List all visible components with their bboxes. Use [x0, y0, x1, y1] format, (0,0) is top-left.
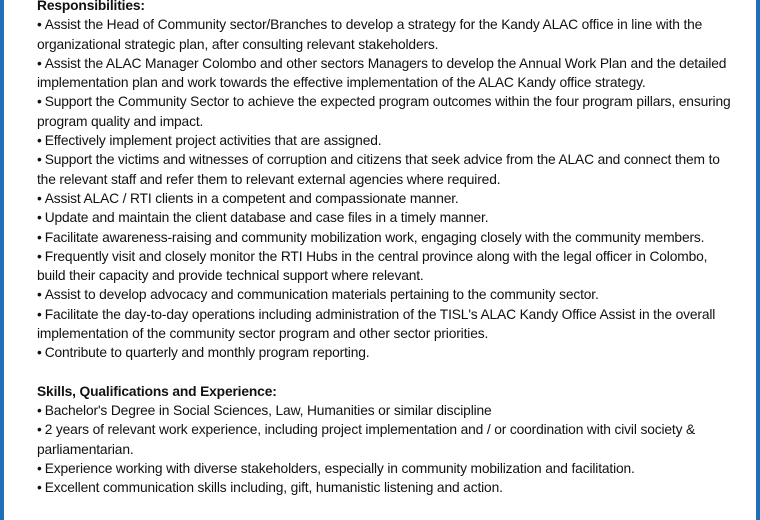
responsibilities-heading: Responsibilities:: [37, 0, 145, 13]
responsibility-item: [37, 189, 737, 208]
responsibilities-list: [37, 15, 737, 362]
skill-item-text: Experience working with diverse stakeholders, especially in community mobilization and facilitation.: [44, 460, 635, 476]
bullet-icon: •: [37, 190, 42, 206]
skill-item: [37, 459, 737, 478]
responsibility-item-text: Assist ALAC / RTI clients in a competent and compassionate manner.: [44, 190, 459, 206]
responsibility-item-text: Effectively implement project activities that are assigned.: [44, 133, 382, 149]
responsibility-item-text: Assist the ALAC Manager Colombo and other sectors Managers to develop the Annual Work Plan and the detailed implementation plan and work towards the effective implementation of the ALAC Kandy office strategy.: [37, 55, 727, 91]
responsibility-item-text: Support the Community Sector to achieve the expected program outcomes within the four program pillars, ensuring program quality and impact.: [37, 94, 731, 129]
bullet-icon: •: [37, 402, 42, 418]
skills-heading: Skills, Qualifications and Experience:: [37, 383, 277, 399]
responsibility-item-text: Support the victims and witnesses of corruption and citizens that seek advice from the ALAC and connect them to the relevant staff and refer them to relevant external agencies where required.: [37, 152, 720, 187]
skill-item-text: Bachelor's Degree in Social Sciences, Law, Humanities or similar discipline: [44, 402, 492, 418]
responsibility-item: [37, 228, 737, 247]
skills-list: [37, 401, 737, 497]
responsibility-item-text: Assist the Head of Community sector/Branches to develop a strategy for the Kandy ALAC office in line with the organizational strategic plan, after consulting relevant stakeholders.: [37, 17, 703, 52]
responsibility-item: [37, 285, 737, 304]
bullet-icon: •: [37, 152, 42, 168]
bullet-icon: •: [37, 422, 42, 438]
responsibility-item-text: Facilitate the day-to-day operations including administration of the TISL's ALAC Kandy Office Assist in the overall implementation of the community sector program and other sector priorities.: [37, 306, 716, 342]
responsibility-item-text: Assist to develop advocacy and communication materials pertaining to the community sector.: [44, 287, 599, 303]
document-content: [37, 0, 737, 497]
skill-item-text: Excellent communication skills including, gift, humanistic listening and action.: [44, 480, 503, 496]
responsibility-item: [37, 343, 737, 362]
bullet-icon: •: [37, 55, 42, 71]
skill-item: [37, 420, 737, 459]
responsibility-item-text: Frequently visit and closely monitor the RTI Hubs in the central province along with the legal officer in Colombo, build their capacity and provide technical support where relevant.: [37, 248, 708, 284]
responsibility-item: [37, 54, 737, 93]
bullet-icon: •: [37, 306, 42, 322]
responsibility-item: [37, 305, 737, 344]
bullet-icon: •: [37, 229, 42, 245]
responsibility-item: [37, 208, 737, 227]
responsibility-item: [37, 92, 737, 131]
bullet-icon: •: [37, 460, 42, 476]
bullet-icon: •: [37, 210, 42, 226]
section-gap: [37, 363, 737, 382]
responsibility-item-text: Contribute to quarterly and monthly program reporting.: [44, 345, 370, 361]
bullet-icon: •: [37, 248, 42, 264]
bullet-icon: •: [37, 287, 42, 303]
responsibility-item: [37, 150, 737, 189]
bullet-icon: •: [37, 345, 42, 361]
skill-item: [37, 401, 737, 420]
bullet-icon: •: [37, 94, 42, 110]
responsibility-item-text: Facilitate awareness-raising and community mobilization work, engaging closely with the community members.: [44, 229, 705, 245]
skill-item-text: 2 years of relevant work experience, including project implementation and / or coordination with civil society & parliamentarian.: [37, 422, 696, 457]
responsibility-item-text: Update and maintain the client database and case files in a timely manner.: [44, 210, 489, 226]
bullet-icon: •: [37, 133, 42, 149]
bullet-icon: •: [37, 480, 42, 496]
responsibility-item: [37, 15, 737, 54]
bullet-icon: •: [37, 17, 42, 33]
skill-item: [37, 478, 737, 497]
responsibility-item: [37, 131, 737, 150]
responsibility-item: [37, 247, 737, 286]
